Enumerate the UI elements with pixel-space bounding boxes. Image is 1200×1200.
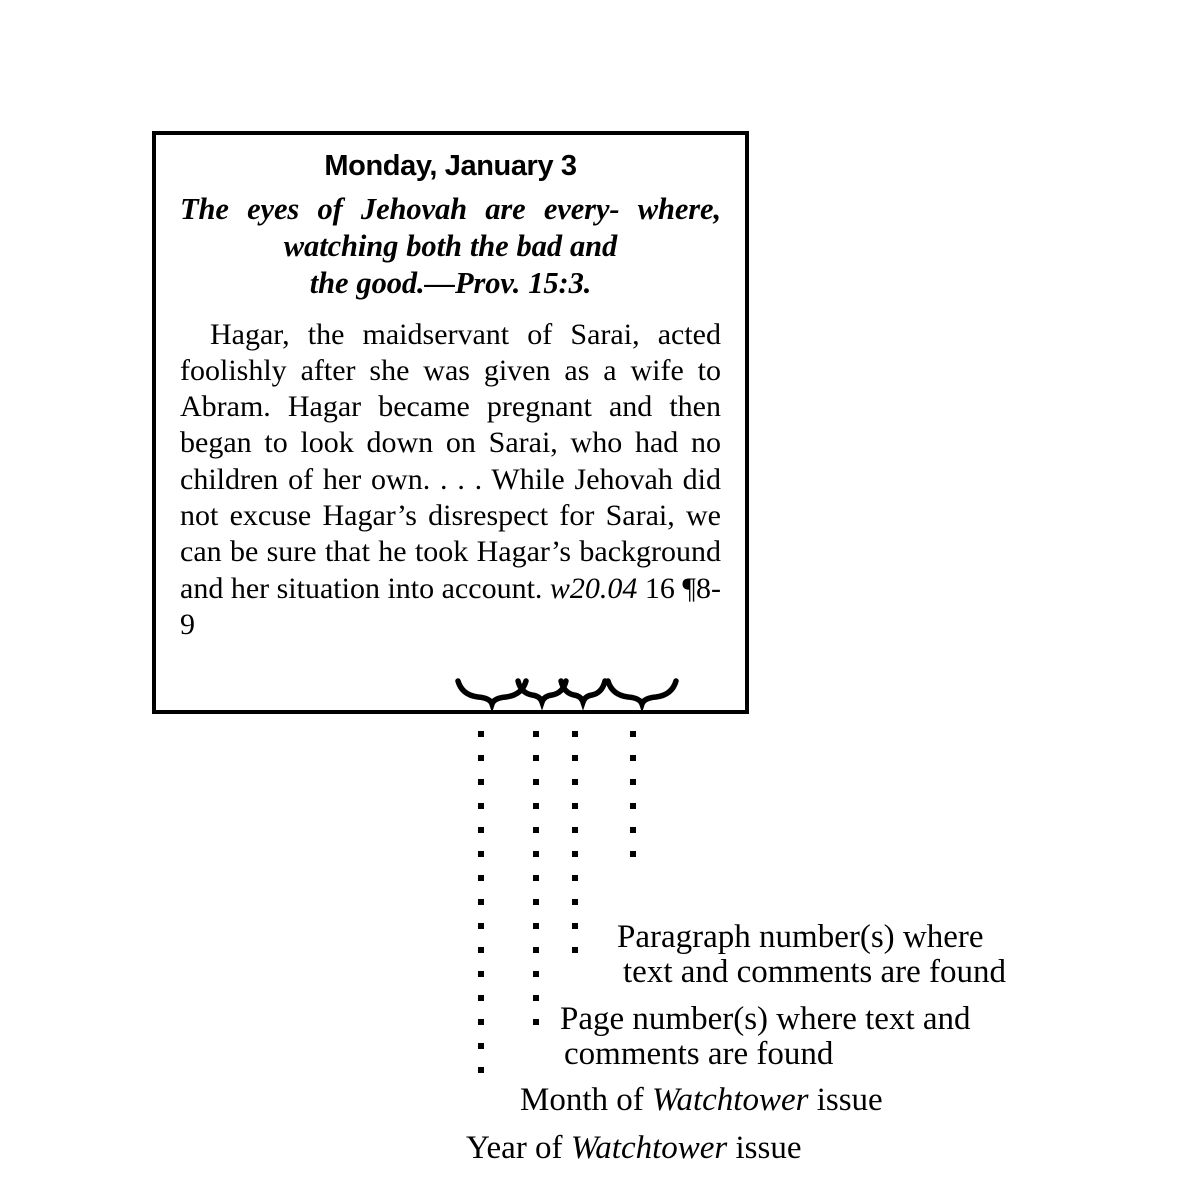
scripture-line-3: the good.—Prov. 15:3.: [309, 266, 592, 301]
annotation-page-line-2: comments are found: [564, 1036, 834, 1073]
day-heading: Monday, January 3: [324, 150, 577, 182]
daily-text-box: [152, 131, 749, 714]
annotation-year-publication-name: Watchtower: [570, 1129, 728, 1166]
daily-text-box-inner: [156, 135, 745, 643]
annotation-page-line-1: Page number(s) where text and: [560, 1000, 971, 1037]
citation-page-and-paragraph: 16 ¶8-9: [180, 571, 722, 641]
annotation-year-prefix: Year of: [466, 1129, 571, 1166]
citation-publication-code: w20.04: [549, 571, 638, 605]
leader-line-page: [572, 731, 578, 953]
leader-line-month: [533, 731, 539, 1037]
annotation-year-of-issue: [466, 1095, 1006, 1166]
leader-line-paragraph: [630, 731, 636, 873]
annotation-paragraph-line-1: Paragraph number(s) where: [617, 918, 984, 955]
annotation-paragraph-line-2: text and comments are found: [623, 954, 1007, 991]
body-paragraph: [180, 317, 721, 644]
body-paragraph-text: Hagar, the maidservant of Sarai, acted foolishly after she was given as a wife to Abram. Hagar became pregnant and then began to look down on Sarai, who had no children of her own. . . . While Jehovah did not excuse Hagar’s disrespect for Sarai, we can be sure that he took Hagar’s background and her situation into account.: [180, 317, 721, 605]
scripture-quote: [180, 191, 721, 303]
annotation-month-suffix: issue: [808, 1081, 883, 1118]
annotation-month-prefix: Month of: [520, 1081, 652, 1118]
scripture-line-1: The eyes of Jehovah are every-: [180, 191, 620, 226]
annotation-year-suffix: issue: [727, 1129, 802, 1166]
annotation-month-publication-name: Watchtower: [652, 1081, 809, 1118]
scripture-line-2: where, watching both the bad and: [283, 191, 721, 264]
leader-line-year: [478, 731, 484, 1087]
